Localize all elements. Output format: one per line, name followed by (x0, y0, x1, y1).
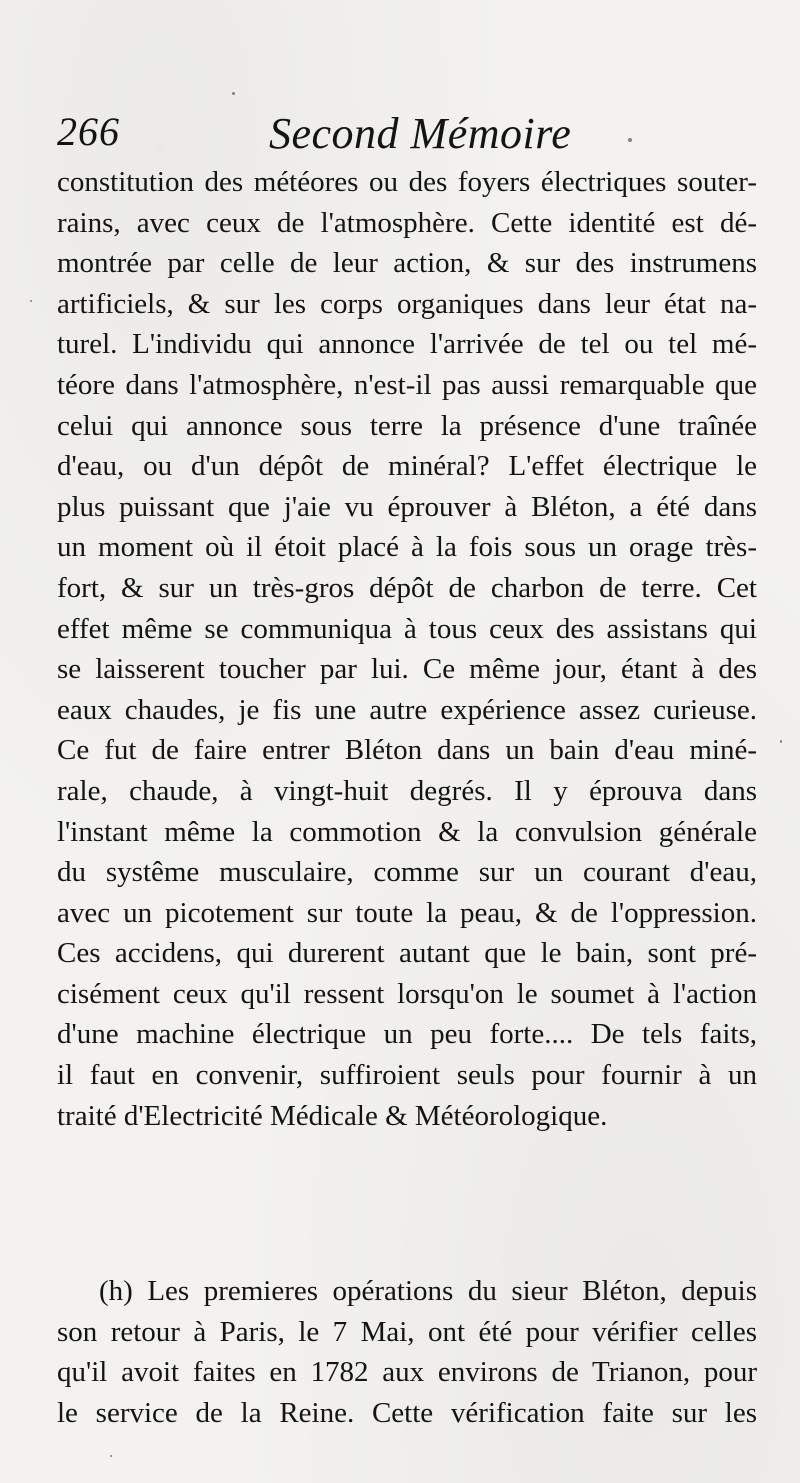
text-line: un moment où il étoit placé à la fois sous un orage très- (57, 531, 757, 564)
text-line: montrée par celle de leur action, & sur des instrumens (57, 247, 757, 280)
text-line: rains, avec ceux de l'atmosphère. Cette identité est dé- (57, 206, 757, 239)
running-head: Second Mémoire (269, 109, 572, 158)
text-line: constitution des météores ou des foyers électriques souter- (57, 166, 757, 198)
page-header (57, 108, 737, 168)
ink-speck (628, 138, 632, 142)
page-number: 266 (57, 109, 120, 154)
footnote-line: qu'il avoit faites en 1782 aux environs de Trianon, pour (57, 1356, 757, 1389)
text-line: téore dans l'atmosphère, n'est-il pas aussi remarquable que (57, 368, 757, 401)
text-line: artificiels, & sur les corps organiques dans leur état na- (57, 287, 757, 320)
text-line: Ce fut de faire entrer Bléton dans un bain d'eau miné- (57, 734, 757, 767)
text-line: rale, chaude, à vingt-huit degrés. Il y éprouva dans (57, 774, 757, 807)
text-line: fort, & sur un très-gros dépôt de charbon de terre. Cet (57, 571, 757, 604)
text-line: celui qui annonce sous terre la présence d'une traînée (57, 409, 757, 442)
text-line: effet même se communiqua à tous ceux des assistans qui (57, 612, 757, 645)
footnote-block (57, 1271, 757, 1433)
ink-speck (30, 300, 32, 302)
text-line: traité d'Electricité Médicale & Météorologique. (57, 1099, 608, 1132)
ink-speck (110, 1455, 112, 1457)
text-line: d'une machine électrique un peu forte.... De tels faits, (57, 1018, 757, 1051)
text-line: du systême musculaire, comme sur un courant d'eau, (57, 856, 757, 889)
text-line: il faut en convenir, suffiroient seuls pour fournir à un (57, 1059, 757, 1092)
text-line: eaux chaudes, je fis une autre expérience assez curieuse. (57, 693, 757, 726)
footnote-line: le service de la Reine. Cette vérification faite sur les (57, 1396, 757, 1429)
ink-speck (232, 92, 235, 95)
text-line: Ces accidens, qui durerent autant que le bain, sont pré- (57, 937, 757, 970)
text-line: plus puissant que j'aie vu éprouver à Bléton, a été dans (57, 490, 757, 523)
text-line: d'eau, ou d'un dépôt de minéral? L'effet électrique le (57, 450, 757, 483)
footnote-line: son retour à Paris, le 7 Mai, ont été pour vérifier celles (57, 1315, 757, 1348)
text-line: avec un picotement sur toute la peau, & de l'oppression. (57, 896, 757, 929)
main-text-block (57, 162, 757, 1136)
ink-speck (780, 740, 782, 743)
footnote-line: (h) Les premieres opérations du sieur Bléton, depuis (99, 1275, 757, 1307)
text-line: cisément ceux qu'il ressent lorsqu'on le soumet à l'action (57, 977, 757, 1010)
text-line: l'instant même la commotion & la convulsion générale (57, 815, 757, 848)
text-line: turel. L'individu qui annonce l'arrivée de tel ou tel mé- (57, 328, 757, 361)
text-line: se laisserent toucher par lui. Ce même jour, étant à des (57, 653, 757, 686)
